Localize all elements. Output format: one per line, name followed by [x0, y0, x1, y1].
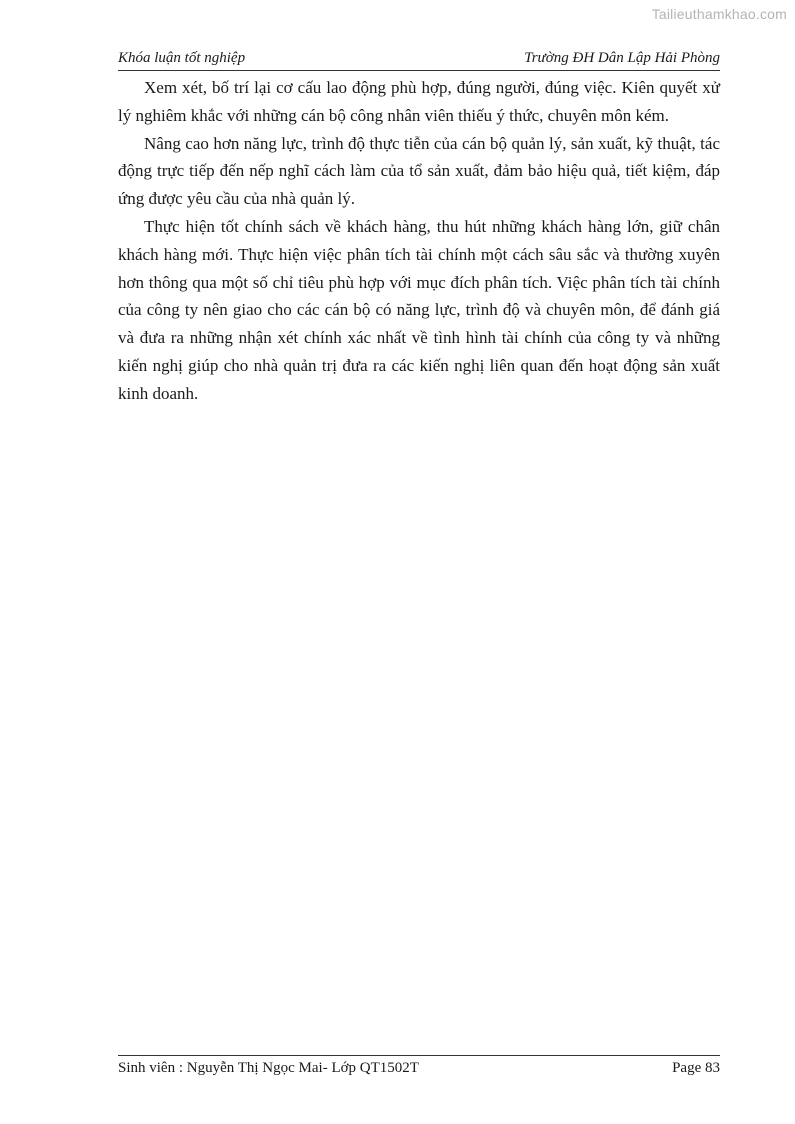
document-body — [118, 74, 720, 408]
page-number: Page 83 — [672, 1060, 720, 1076]
paragraph: Xem xét, bố trí lại cơ cấu lao động phù hợp, đúng người, đúng việc. Kiên quyết xử lý nghiêm khắc với những cán bộ công nhân viên thiếu ý thức, chuyên môn kém. — [118, 78, 720, 125]
header-title-left: Khóa luận tốt nghiệp — [118, 50, 246, 66]
header-title-right: Trường ĐH Dân Lập Hải Phòng — [524, 50, 720, 66]
watermark: Tailieuthamkhao.com — [651, 6, 787, 22]
paragraph: Thực hiện tốt chính sách về khách hàng, thu hút những khách hàng lớn, giữ chân khách hàng mới. Thực hiện việc phân tích tài chính một cách sâu sắc và thường xuyên hơn thông qua một số chỉ tiêu phù hợp với mục đích phân tích. Việc phân tích tài chính của công ty nên giao cho các cán bộ có năng lực, trình độ và chuyên môn, để đánh giá và đưa ra những nhận xét chính xác nhất về tình hình tài chính của công ty và những kiến nghị giúp cho nhà quản trị đưa ra các kiến nghị liên quan đến hoạt động sản xuất kinh doanh. — [118, 216, 720, 403]
footer-author: Sinh viên : Nguyễn Thị Ngọc Mai- Lớp QT1502T — [118, 1060, 419, 1076]
page-header — [118, 48, 720, 71]
page-footer — [118, 1055, 720, 1080]
paragraph: Nâng cao hơn năng lực, trình độ thực tiễn của cán bộ quản lý, sản xuất, kỹ thuật, tác động trực tiếp đến nếp nghĩ cách làm của tổ sản xuất, đảm bảo hiệu quả, tiết kiệm, đáp ứng được yêu cầu của nhà quản lý. — [118, 133, 720, 209]
